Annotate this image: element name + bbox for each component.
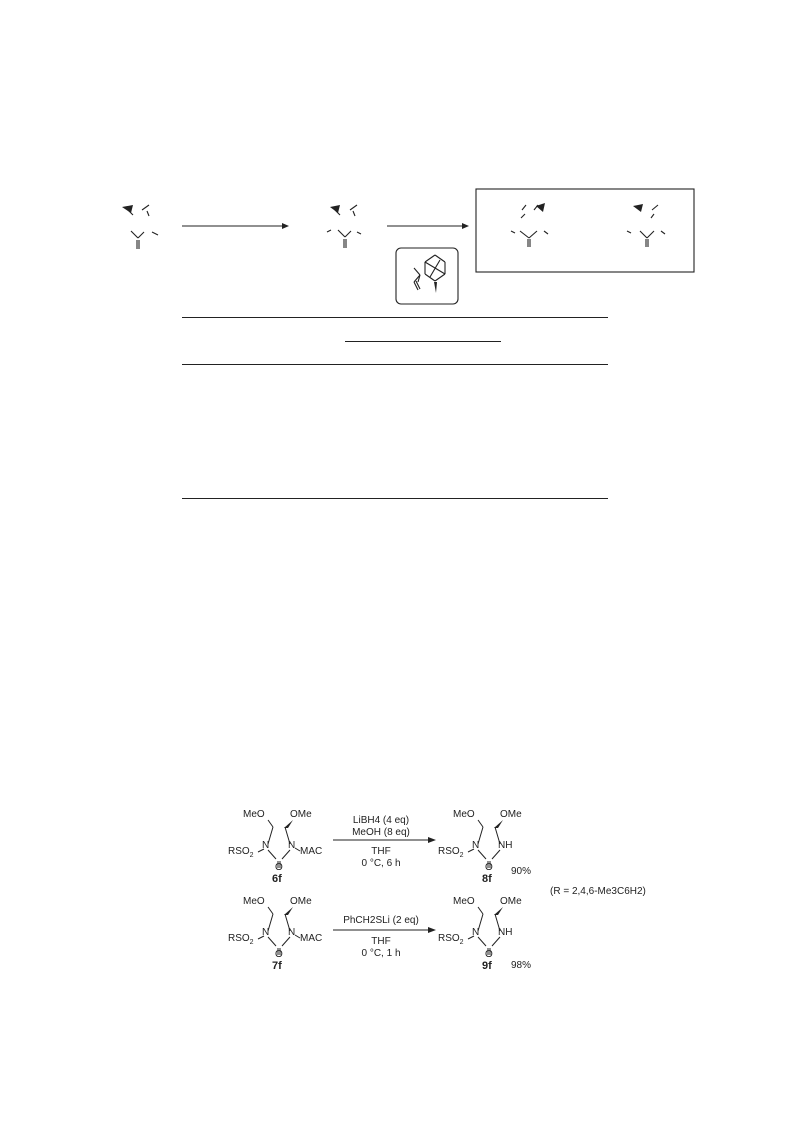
atom-ome-8f: OMe [500, 809, 522, 820]
condition-r1-additive: MeOH (8 eq) [352, 827, 410, 838]
compound-label-8f: 8f [482, 873, 492, 885]
condition-r2-solvent: THF [371, 936, 391, 947]
atom-nh-9f: NH [498, 927, 513, 938]
compound-label-6f: 6f [272, 873, 282, 885]
atom-rso2-9f: $RSO_2$ [438, 933, 464, 946]
atom-mac-6f: MAC [300, 846, 323, 857]
atom-nh-8f: NH [498, 840, 513, 851]
atom-ome-6f: OMe [290, 809, 312, 820]
atom-meo-6f: MeO [243, 809, 265, 820]
atom-meo-7f: MeO [243, 896, 265, 907]
condition-r2-reagent: PhCH2SLi (2 eq) [343, 915, 419, 926]
atom-o-8f: O [485, 862, 493, 873]
r-group-definition: (R = 2,4,6-Me3C6H2) [550, 886, 646, 897]
yield-9f: 98% [511, 960, 532, 971]
atom-rso2-8f: $RSO_2$ [438, 846, 464, 859]
atom-n1-7f: N [262, 927, 270, 938]
condition-r1-temp-time: 0 °C, 6 h [361, 858, 401, 869]
atom-o-6f: O [275, 862, 283, 873]
atom-o-9f: O [485, 949, 493, 960]
yield-8f: 90% [511, 866, 532, 877]
atom-o-7f: O [275, 949, 283, 960]
atom-ome-9f: OMe [500, 896, 522, 907]
atom-rso2-7f: $RSO_2$ [228, 933, 254, 946]
condition-r1-reagent: LiBH4 (4 eq) [352, 815, 410, 826]
condition-r1-solvent: THF [371, 846, 391, 857]
atom-mac-7f: MAC [300, 933, 323, 944]
atom-n3-7f: N [288, 927, 296, 938]
atom-meo-8f: MeO [453, 809, 475, 820]
atom-n1-9f: N [472, 927, 480, 938]
atom-n1-8f: N [472, 840, 480, 851]
atom-rso2-6f: $RSO_2$ [228, 846, 254, 859]
atom-n3-6f: N [288, 840, 296, 851]
compound-label-7f: 7f [272, 960, 282, 972]
atom-meo-9f: MeO [453, 896, 475, 907]
atom-n1-6f: N [262, 840, 270, 851]
atom-ome-7f: OMe [290, 896, 312, 907]
condition-r2-temp-time: 0 °C, 1 h [361, 948, 401, 959]
compound-label-9f: 9f [482, 960, 492, 972]
